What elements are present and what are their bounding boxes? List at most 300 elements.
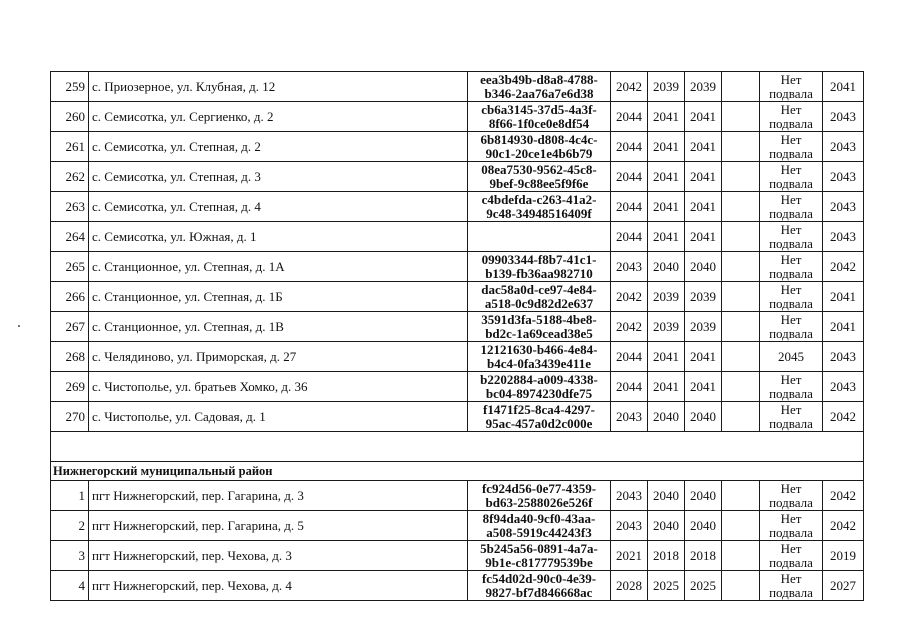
year-col-5 [823, 312, 864, 342]
year-col-1 [611, 72, 648, 102]
basement-status-cell [760, 481, 823, 511]
basement-status-cell-text: Нет [780, 540, 802, 556]
table-row [51, 102, 864, 132]
basement-status-cell [760, 252, 823, 282]
table-body-bottom [51, 481, 864, 601]
basement-status-cell-text: Нет [780, 480, 802, 496]
year-col-3 [685, 372, 722, 402]
basement-status-cell [760, 102, 823, 132]
year-col-1-text: 2043 [616, 408, 642, 424]
id-code-cell [468, 252, 611, 282]
table-row [51, 571, 864, 601]
id-code-cell-text: 8f66-1f0ce0e8df54 [488, 115, 590, 131]
id-code-cell [468, 481, 611, 511]
year-col-3 [685, 571, 722, 601]
year-col-1-text: 2042 [616, 288, 642, 304]
address-cell [89, 541, 468, 571]
empty-cell [722, 192, 760, 222]
year-col-1 [611, 102, 648, 132]
basement-status-cell [760, 132, 823, 162]
year-col-3-text: 2040 [690, 517, 716, 533]
basement-status-cell-text: подвала [769, 85, 813, 101]
year-col-3-text: 2041 [690, 198, 716, 214]
year-col-5-text: 2043 [830, 168, 856, 184]
row-number-text: 261 [65, 138, 85, 154]
year-col-2 [648, 541, 685, 571]
id-code-cell [468, 192, 611, 222]
year-col-5-text: 2043 [830, 138, 856, 154]
row-number-text: 259 [65, 78, 85, 94]
id-code-cell-text: 9c48-34948516409f [486, 205, 592, 221]
basement-status-cell-text: Нет [780, 101, 802, 117]
year-col-2-text: 2041 [653, 348, 679, 364]
year-col-1 [611, 402, 648, 432]
year-col-1 [611, 282, 648, 312]
year-col-2-text: 2041 [653, 228, 679, 244]
year-col-3 [685, 72, 722, 102]
year-col-2 [648, 342, 685, 372]
basement-status-cell [760, 72, 823, 102]
empty-cell [722, 342, 760, 372]
year-col-5 [823, 72, 864, 102]
id-code-cell-text: 12121630-b466-4e84- [480, 341, 598, 357]
row-number [51, 192, 89, 222]
table-row [51, 372, 864, 402]
year-col-3 [685, 102, 722, 132]
year-col-2-text: 2018 [653, 547, 679, 563]
year-col-5-text: 2042 [830, 487, 856, 503]
address-cell [89, 312, 468, 342]
row-number [51, 372, 89, 402]
basement-status-cell-text: подвала [769, 415, 813, 431]
table-row [51, 342, 864, 372]
id-code-cell-text: 09903344-f8b7-41c1- [481, 251, 597, 267]
row-number-text: 264 [65, 228, 85, 244]
id-code-cell-text: dac58a0d-ce97-4e84- [481, 281, 597, 297]
year-col-1-text: 2044 [616, 138, 642, 154]
empty-cell [722, 402, 760, 432]
year-col-3 [685, 282, 722, 312]
basement-status-cell-text: подвала [769, 205, 813, 221]
id-code-cell [468, 162, 611, 192]
basement-status-cell-text: подвала [769, 265, 813, 281]
year-col-2 [648, 222, 685, 252]
id-code-cell [468, 541, 611, 571]
basement-status-cell [760, 312, 823, 342]
year-col-1 [611, 252, 648, 282]
year-col-3 [685, 511, 722, 541]
address-cell-text: с. Семисотка, ул. Степная, д. 2 [92, 138, 261, 154]
row-number-text: 263 [65, 198, 85, 214]
id-code-cell-text: c4bdefda-c263-41a2- [481, 191, 597, 207]
id-code-cell-text: 8f94da40-9cf0-43aa- [482, 510, 596, 526]
address-cell-text: с. Семисотка, ул. Степная, д. 3 [92, 168, 261, 184]
year-col-1-text: 2044 [616, 228, 642, 244]
year-col-3-text: 2040 [690, 408, 716, 424]
year-col-5 [823, 541, 864, 571]
year-col-2 [648, 102, 685, 132]
year-col-1 [611, 481, 648, 511]
basement-status-cell-text: Нет [780, 131, 802, 147]
address-cell-text: пгт Нижнегорский, пер. Гагарина, д. 3 [92, 487, 304, 503]
year-col-3-text: 2041 [690, 378, 716, 394]
year-col-3-text: 2039 [690, 78, 716, 94]
address-cell [89, 372, 468, 402]
year-col-2 [648, 511, 685, 541]
address-cell [89, 72, 468, 102]
basement-status-cell [760, 282, 823, 312]
year-col-3 [685, 312, 722, 342]
address-cell-text: с. Приозерное, ул. Клубная, д. 12 [92, 78, 276, 94]
id-code-cell [468, 372, 611, 402]
empty-cell [722, 102, 760, 132]
year-col-5-text: 2043 [830, 198, 856, 214]
year-col-5 [823, 192, 864, 222]
row-number [51, 132, 89, 162]
table-row [51, 222, 864, 252]
year-col-2 [648, 72, 685, 102]
year-col-3-text: 2039 [690, 288, 716, 304]
year-col-2-text: 2039 [653, 288, 679, 304]
year-col-5 [823, 282, 864, 312]
year-col-5-text: 2027 [830, 577, 856, 593]
year-col-1 [611, 192, 648, 222]
year-col-3 [685, 541, 722, 571]
id-code-cell-text: bd63-2588026e526f [485, 494, 593, 510]
year-col-2 [648, 312, 685, 342]
id-code-cell-text: b2202884-a009-4338- [480, 371, 598, 387]
year-col-5 [823, 372, 864, 402]
year-col-5 [823, 132, 864, 162]
row-number [51, 481, 89, 511]
year-col-2-text: 2041 [653, 198, 679, 214]
row-number-text: 269 [65, 378, 85, 394]
basement-status-cell-text: Нет [780, 161, 802, 177]
basement-status-cell [760, 162, 823, 192]
year-col-2 [648, 162, 685, 192]
spacer-cell [51, 432, 864, 462]
basement-status-cell [760, 541, 823, 571]
table-row [51, 282, 864, 312]
year-col-3 [685, 222, 722, 252]
year-col-1 [611, 571, 648, 601]
address-cell [89, 222, 468, 252]
basement-status-cell-text: Нет [780, 371, 802, 387]
id-code-cell [468, 72, 611, 102]
year-col-1 [611, 541, 648, 571]
year-col-5 [823, 481, 864, 511]
year-col-1-text: 2043 [616, 517, 642, 533]
address-cell [89, 481, 468, 511]
basement-status-cell-text: подвала [769, 584, 813, 600]
id-code-cell [468, 222, 611, 252]
address-cell [89, 402, 468, 432]
year-col-5 [823, 252, 864, 282]
address-cell-text: пгт Нижнегорский, пер. Чехова, д. 3 [92, 547, 292, 563]
year-col-2-text: 2040 [653, 408, 679, 424]
address-cell-text: с. Челядиново, ул. Приморская, д. 27 [92, 348, 297, 364]
year-col-3 [685, 252, 722, 282]
id-code-cell-text: 95ac-457a0d2c000e [485, 415, 593, 431]
row-number [51, 102, 89, 132]
id-code-cell-text: 6b814930-d808-4c4c- [480, 131, 598, 147]
id-code-cell-text: eea3b49b-d8a8-4788- [480, 71, 598, 87]
year-col-2-text: 2041 [653, 108, 679, 124]
id-code-cell [468, 312, 611, 342]
year-col-5-text: 2042 [830, 517, 856, 533]
table-row [51, 192, 864, 222]
basement-status-cell-text: подвала [769, 325, 813, 341]
address-cell [89, 571, 468, 601]
address-cell-text: пгт Нижнегорский, пер. Чехова, д. 4 [92, 577, 292, 593]
table-row [51, 72, 864, 102]
basement-status-cell [760, 192, 823, 222]
housing-table [50, 71, 864, 601]
basement-status-cell [760, 402, 823, 432]
address-cell [89, 282, 468, 312]
year-col-5 [823, 162, 864, 192]
table-row [51, 252, 864, 282]
year-col-2-text: 2039 [653, 78, 679, 94]
address-cell [89, 132, 468, 162]
basement-status-cell-text: подвала [769, 175, 813, 191]
row-number [51, 541, 89, 571]
row-number [51, 342, 89, 372]
id-code-cell-text: 5b245a56-0891-4a7a- [480, 540, 598, 556]
address-cell-text: с. Станционное, ул. Степная, д. 1В [92, 318, 284, 334]
basement-status-cell-text: подвала [769, 115, 813, 131]
year-col-3 [685, 481, 722, 511]
id-code-cell-text: 9827-bf7d846668ac [485, 584, 593, 600]
year-col-2 [648, 252, 685, 282]
basement-status-cell [760, 222, 823, 252]
id-code-cell [468, 102, 611, 132]
row-number-text: 260 [65, 108, 85, 124]
year-col-3-text: 2041 [690, 348, 716, 364]
year-col-2-text: 2025 [653, 577, 679, 593]
id-code-cell [468, 132, 611, 162]
year-col-5 [823, 342, 864, 372]
id-code-cell-text: 3591d3fa-5188-4be8- [481, 311, 597, 327]
table-row [51, 511, 864, 541]
id-code-cell-text: bc04-8974230dfe75 [485, 385, 593, 401]
year-col-1-text: 2028 [616, 577, 642, 593]
year-col-1-text: 2043 [616, 487, 642, 503]
year-col-5-text: 2042 [830, 258, 856, 274]
year-col-1 [611, 132, 648, 162]
year-col-3-text: 2041 [690, 108, 716, 124]
empty-cell [722, 541, 760, 571]
address-cell-text: пгт Нижнегорский, пер. Гагарина, д. 5 [92, 517, 304, 533]
id-code-cell-text: b4c4-0fa3439e411e [487, 355, 591, 371]
row-number [51, 162, 89, 192]
empty-cell [722, 511, 760, 541]
row-number-text: 267 [65, 318, 85, 334]
year-col-5-text: 2041 [830, 288, 856, 304]
table-row [51, 162, 864, 192]
address-cell [89, 511, 468, 541]
id-code-cell-text: a508-5919c44243f3 [486, 524, 592, 540]
year-col-3-text: 2040 [690, 487, 716, 503]
basement-status-cell-text: Нет [780, 221, 802, 237]
address-cell [89, 102, 468, 132]
row-number-text: 270 [65, 408, 85, 424]
year-col-3-text: 2018 [690, 547, 716, 563]
row-number [51, 511, 89, 541]
section-title: Нижнегорский муниципальный район [51, 462, 864, 481]
row-number-text: 265 [65, 258, 85, 274]
year-col-2 [648, 571, 685, 601]
year-col-5-text: 2041 [830, 78, 856, 94]
year-col-3 [685, 162, 722, 192]
year-col-2-text: 2039 [653, 318, 679, 334]
year-col-2-text: 2040 [653, 487, 679, 503]
id-code-cell [468, 571, 611, 601]
basement-status-cell-text: подвала [769, 554, 813, 570]
id-code-cell-text: f1471f25-8ca4-4297- [483, 401, 595, 417]
empty-cell [722, 571, 760, 601]
year-col-3 [685, 402, 722, 432]
basement-status-cell [760, 571, 823, 601]
year-col-2 [648, 402, 685, 432]
basement-status-cell-text: Нет [780, 191, 802, 207]
year-col-2 [648, 192, 685, 222]
basement-status-cell-text: Нет [780, 71, 802, 87]
address-cell-text: с. Чистополье, ул. Садовая, д. 1 [92, 408, 266, 424]
row-number-text: 266 [65, 288, 85, 304]
id-code-cell-text: fc54d02d-90c0-4e39- [481, 570, 597, 586]
id-code-cell [468, 342, 611, 372]
year-col-2-text: 2040 [653, 517, 679, 533]
year-col-1 [611, 222, 648, 252]
address-cell-text: с. Семисотка, ул. Степная, д. 4 [92, 198, 261, 214]
year-col-3 [685, 132, 722, 162]
row-number [51, 571, 89, 601]
year-col-5 [823, 511, 864, 541]
empty-cell [722, 252, 760, 282]
basement-status-cell-text: Нет [780, 311, 802, 327]
table-row [51, 541, 864, 571]
basement-status-cell-text: Нет [780, 570, 802, 586]
basement-status-cell-text: Нет [780, 251, 802, 267]
table-body-top [51, 72, 864, 432]
year-col-3 [685, 342, 722, 372]
address-cell-text: с. Чистополье, ул. братьев Хомко, д. 36 [92, 378, 308, 394]
empty-cell [722, 132, 760, 162]
id-code-cell-text: cb6a3145-37d5-4a3f- [481, 101, 597, 117]
id-code-cell-text: 9bef-9c88ee5f9f6e [489, 175, 589, 191]
address-cell [89, 342, 468, 372]
empty-cell [722, 222, 760, 252]
basement-status-cell-text: Нет [780, 510, 802, 526]
basement-status-cell-text: подвала [769, 524, 813, 540]
table-row [51, 312, 864, 342]
address-cell-text: с. Семисотка, ул. Южная, д. 1 [92, 228, 257, 244]
year-col-2 [648, 282, 685, 312]
section-header-row [51, 462, 864, 481]
year-col-2 [648, 132, 685, 162]
year-col-2-text: 2041 [653, 378, 679, 394]
year-col-5 [823, 402, 864, 432]
year-col-1-text: 2044 [616, 108, 642, 124]
id-code-cell-text: a518-0c9d82d2e637 [484, 295, 594, 311]
table-row [51, 481, 864, 511]
year-col-1-text: 2044 [616, 198, 642, 214]
scan-speck [18, 325, 20, 327]
basement-status-cell [760, 372, 823, 402]
empty-cell [722, 372, 760, 402]
row-number-text: 1 [78, 487, 85, 503]
id-code-cell [468, 511, 611, 541]
section-block [51, 432, 864, 481]
empty-cell [722, 72, 760, 102]
empty-cell [722, 162, 760, 192]
table-row [51, 132, 864, 162]
basement-status-cell-text: подвала [769, 494, 813, 510]
year-col-5-text: 2043 [830, 348, 856, 364]
year-col-3-text: 2025 [690, 577, 716, 593]
year-col-1-text: 2044 [616, 348, 642, 364]
year-col-3-text: 2039 [690, 318, 716, 334]
address-cell [89, 192, 468, 222]
address-cell [89, 252, 468, 282]
year-col-2-text: 2041 [653, 138, 679, 154]
year-col-5 [823, 102, 864, 132]
id-code-cell [468, 402, 611, 432]
year-col-2-text: 2040 [653, 258, 679, 274]
year-col-1-text: 2021 [616, 547, 642, 563]
year-col-5-text: 2041 [830, 318, 856, 334]
year-col-1 [611, 342, 648, 372]
year-col-1 [611, 312, 648, 342]
basement-status-cell-text: Нет [780, 281, 802, 297]
year-col-1 [611, 162, 648, 192]
id-code-cell-text: 9b1e-c817779539be [485, 554, 593, 570]
basement-status-cell-text: подвала [769, 385, 813, 401]
year-col-5-text: 2043 [830, 108, 856, 124]
row-number-text: 4 [78, 577, 85, 593]
basement-status-cell [760, 342, 823, 372]
id-code-cell-text: fc924d56-0e77-4359- [481, 480, 597, 496]
basement-status-cell-text: Нет [780, 401, 802, 417]
empty-cell [722, 312, 760, 342]
year-col-1-text: 2044 [616, 378, 642, 394]
year-col-5 [823, 571, 864, 601]
year-col-1-text: 2044 [616, 168, 642, 184]
row-number-text: 268 [65, 348, 85, 364]
table-row [51, 402, 864, 432]
id-code-cell-text: 90c1-20ce1e4b6b79 [485, 145, 593, 161]
year-col-2-text: 2041 [653, 168, 679, 184]
year-col-1-text: 2042 [616, 78, 642, 94]
year-col-3-text: 2041 [690, 138, 716, 154]
id-code-cell-text: b346-2aa76a7e6d38 [484, 85, 594, 101]
year-col-5-text: 2043 [830, 378, 856, 394]
address-cell-text: с. Станционное, ул. Степная, д. 1А [92, 258, 285, 274]
year-col-5-text: 2042 [830, 408, 856, 424]
basement-status-cell-text: подвала [769, 235, 813, 251]
row-number [51, 222, 89, 252]
year-col-1-text: 2043 [616, 258, 642, 274]
empty-cell [722, 282, 760, 312]
row-number [51, 72, 89, 102]
row-number [51, 252, 89, 282]
year-col-1 [611, 372, 648, 402]
year-col-2 [648, 481, 685, 511]
address-cell-text: с. Станционное, ул. Степная, д. 1Б [92, 288, 283, 304]
basement-status-cell-text: подвала [769, 145, 813, 161]
year-col-5-text: 2043 [830, 228, 856, 244]
